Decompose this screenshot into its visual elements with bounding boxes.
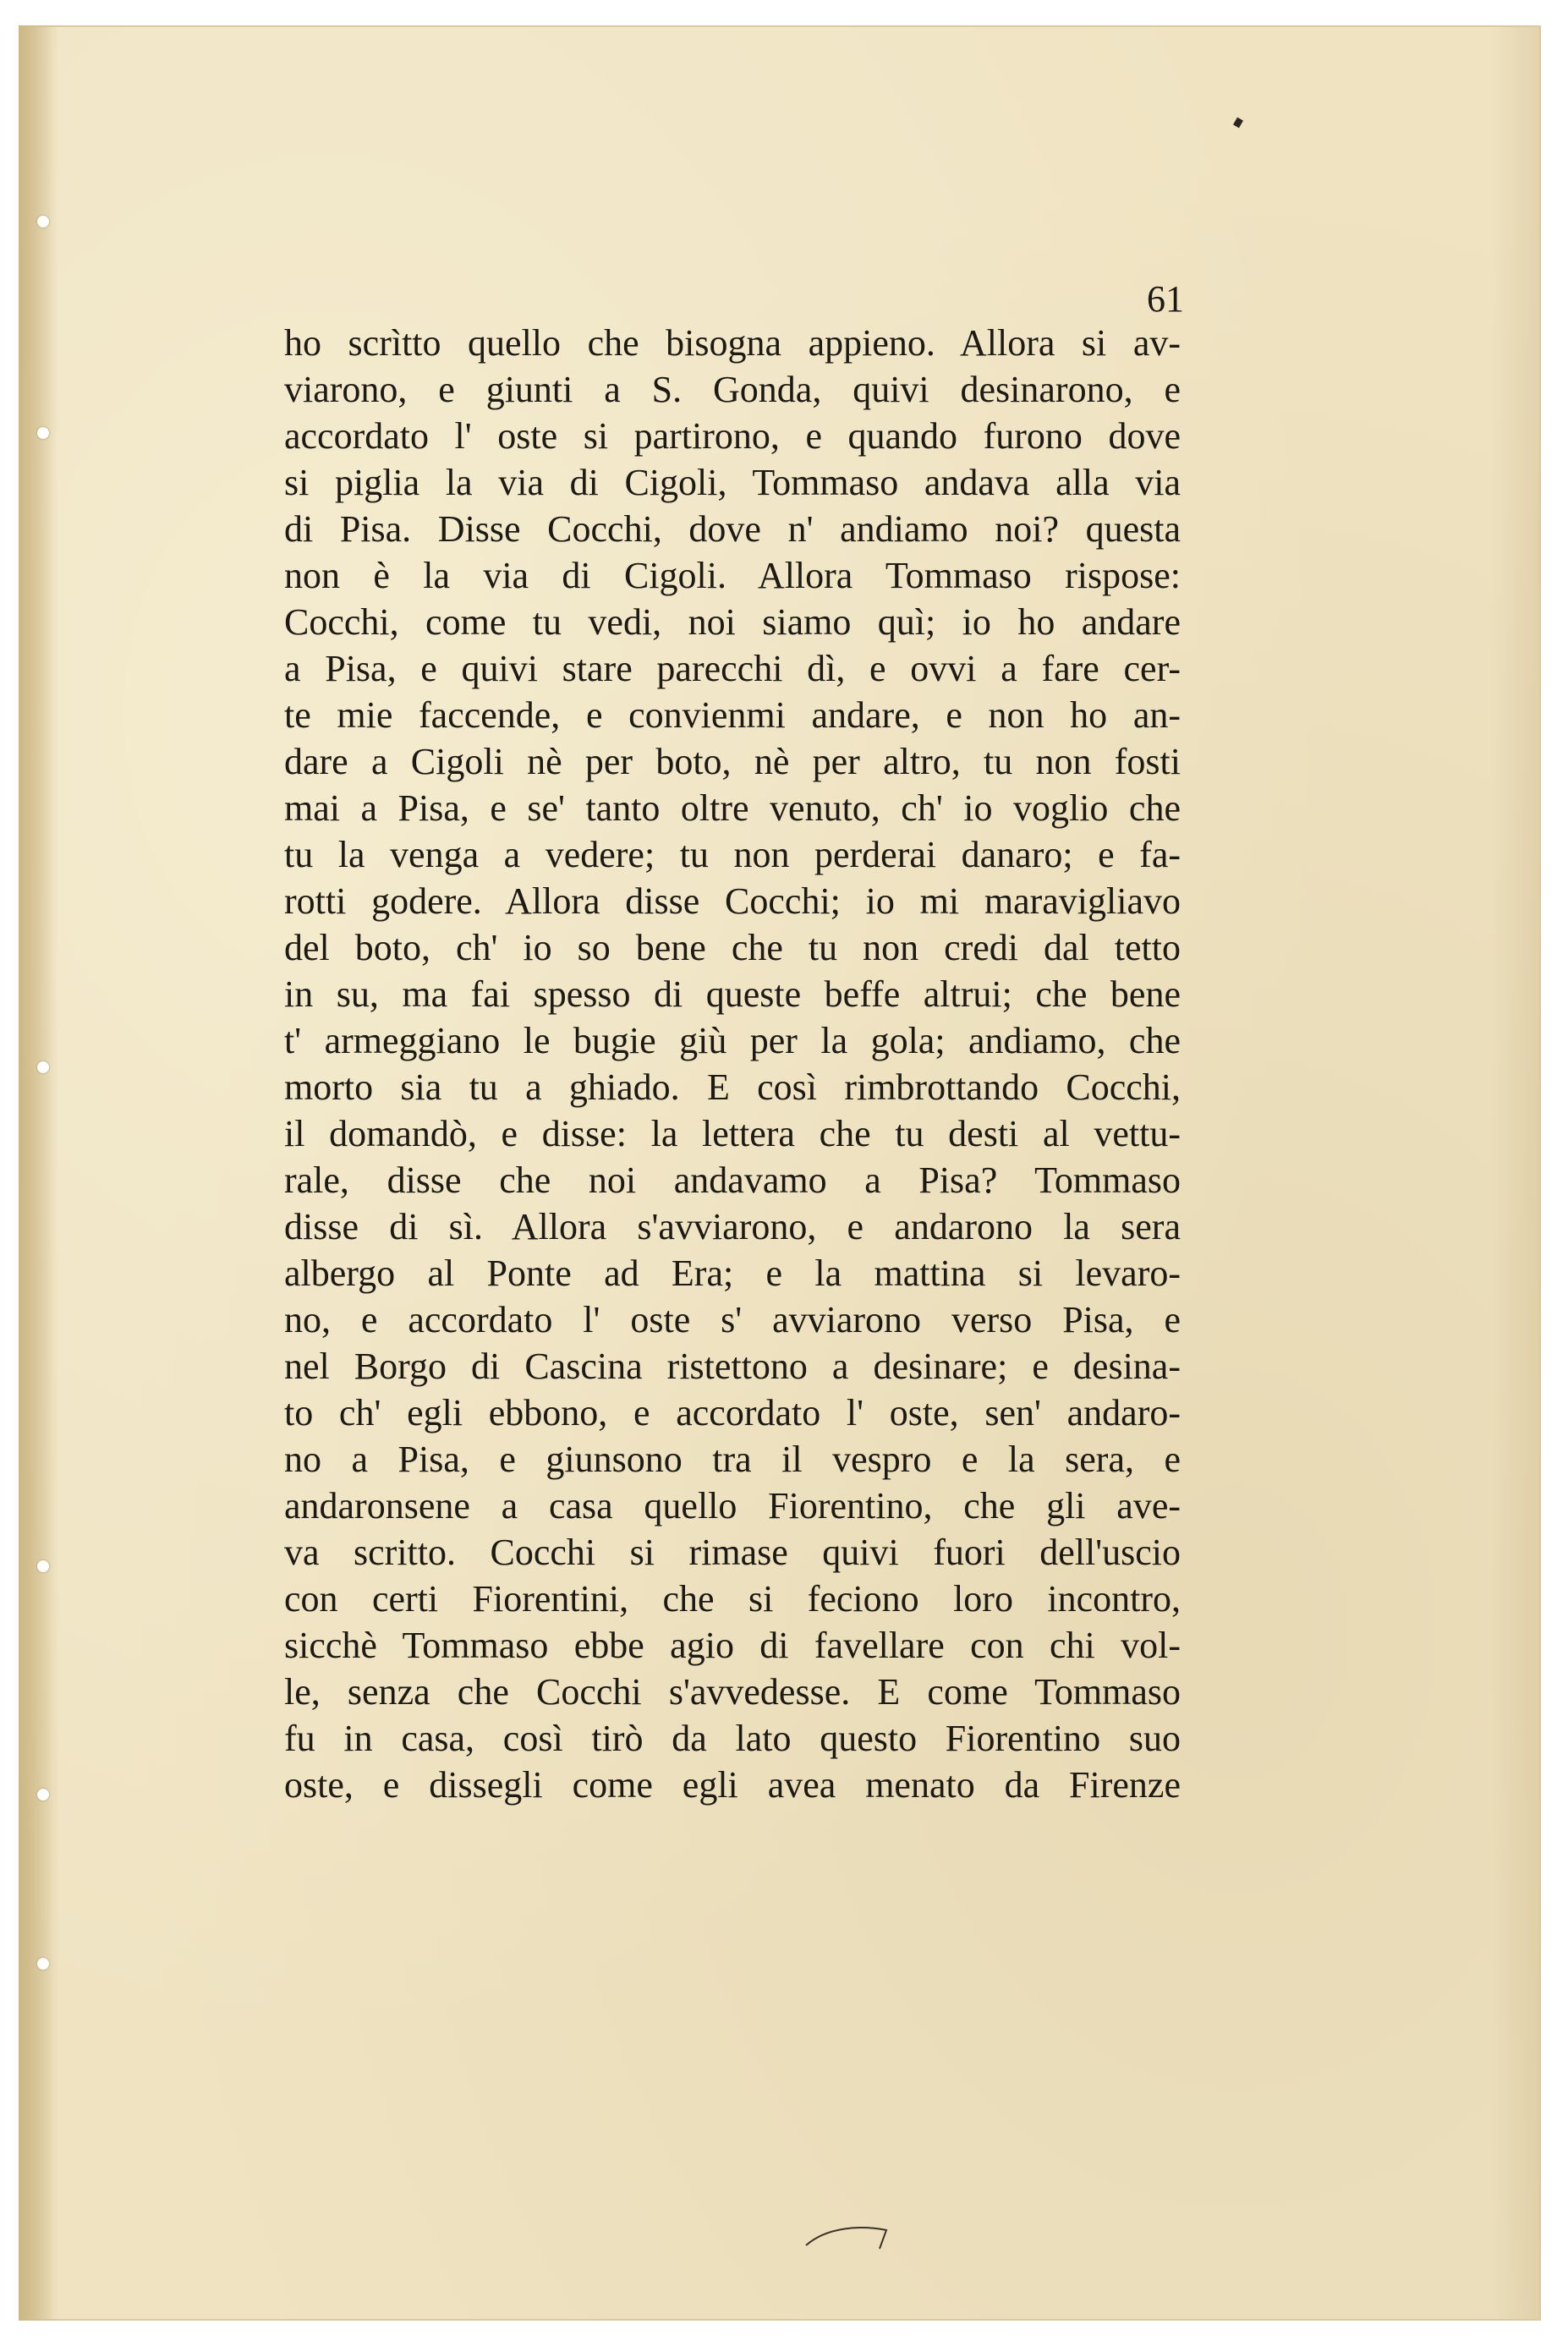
- text-line: andaronsene a casa quello Fiorentino, che gli ave-: [284, 1485, 1181, 1527]
- text-line: oste, e dissegli come egli avea menato da Firenze: [284, 1764, 1181, 1806]
- text-line: no a Pisa, e giunsono tra il vespro e la sera, e: [284, 1439, 1181, 1480]
- text-line: viarono, e giunti a S. Gonda, quivi desinarono, e: [284, 369, 1181, 410]
- text-line: non è la via di Cigoli. Allora Tommaso rispose:: [284, 555, 1181, 596]
- binding-hole: [37, 1560, 49, 1572]
- binding-hole: [37, 1061, 49, 1073]
- text-line: no, e accordato l' oste s' avviarono verso Pisa, e: [284, 1299, 1181, 1340]
- text-line: si piglia la via di Cigoli, Tommaso andava alla via: [284, 462, 1181, 503]
- text-line: t' armeggiano le bugie giù per la gola; andiamo, che: [284, 1020, 1181, 1061]
- text-line: va scritto. Cocchi si rimase quivi fuori dell'uscio: [284, 1532, 1181, 1573]
- binding-edge: [19, 25, 59, 2321]
- text-line: to ch' egli ebbono, e accordato l' oste, sen' andaro-: [284, 1392, 1181, 1433]
- text-line: morto sia tu a ghiado. E così rimbrottando Cocchi,: [284, 1066, 1181, 1108]
- text-line: mai a Pisa, e se' tanto oltre venuto, ch' io voglio che: [284, 787, 1181, 829]
- text-line: il domandò, e disse: la lettera che tu desti al vettu-: [284, 1113, 1181, 1154]
- binding-hole: [37, 1958, 49, 1970]
- text-line: nel Borgo di Cascina ristettono a desinare; e desina-: [284, 1346, 1181, 1387]
- text-line: accordato l' oste si partirono, e quando furono dove: [284, 415, 1181, 457]
- text-line: tu la venga a vedere; tu non perderai danaro; e fa-: [284, 834, 1181, 875]
- text-line: sicchè Tommaso ebbe agio di favellare con chi vol-: [284, 1625, 1181, 1666]
- text-line: fu in casa, così tirò da lato questo Fiorentino suo: [284, 1718, 1181, 1759]
- text-line: ho scrìtto quello che bisogna appieno. Allora si av-: [284, 322, 1181, 364]
- text-line: te mie faccende, e convienmi andare, e non ho an-: [284, 694, 1181, 736]
- text-line: le, senza che Cocchi s'avvedesse. E come Tommaso: [284, 1671, 1181, 1713]
- binding-hole: [37, 427, 49, 439]
- text-line: rale, disse che noi andavamo a Pisa? Tommaso: [284, 1159, 1181, 1201]
- binding-hole: [37, 1789, 49, 1801]
- text-line: con certi Fiorentini, che si feciono loro incontro,: [284, 1578, 1181, 1620]
- pencil-mark-icon: [802, 2220, 895, 2254]
- page-number: 61: [1147, 278, 1184, 320]
- text-line: in su, ma fai spesso di queste beffe altrui; che bene: [284, 973, 1181, 1015]
- binding-hole: [37, 216, 49, 227]
- text-line: Cocchi, come tu vedi, noi siamo quì; io ho andare: [284, 601, 1181, 643]
- text-line: albergo al Ponte ad Era; e la mattina si levaro-: [284, 1252, 1181, 1294]
- text-line: disse di sì. Allora s'avviarono, e andarono la sera: [284, 1206, 1181, 1247]
- text-line: a Pisa, e quivi stare parecchi dì, e ovvi a fare cer-: [284, 648, 1181, 689]
- body-text: [284, 320, 1181, 1808]
- text-line: rotti godere. Allora disse Cocchi; io mi maravigliavo: [284, 880, 1181, 922]
- text-line: del boto, ch' io so bene che tu non credi dal tetto: [284, 927, 1181, 968]
- text-line: dare a Cigoli nè per boto, nè per altro, tu non fosti: [284, 741, 1181, 782]
- text-line: di Pisa. Disse Cocchi, dove n' andiamo noi? questa: [284, 508, 1181, 550]
